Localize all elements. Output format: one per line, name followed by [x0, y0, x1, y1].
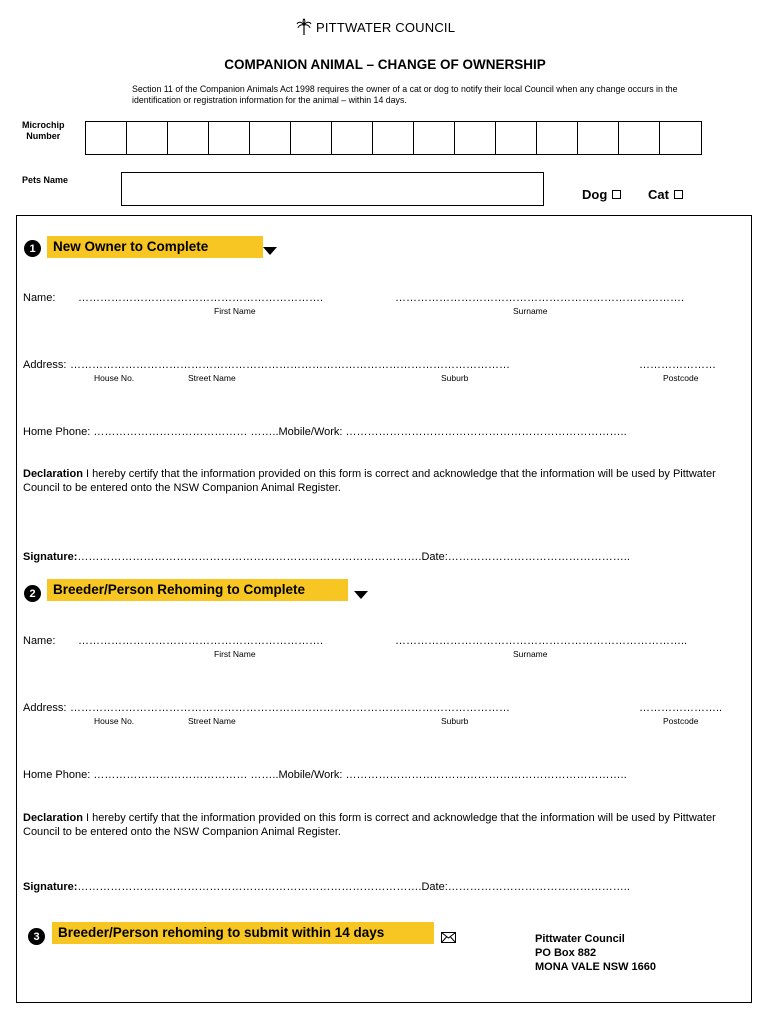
- microchip-digit-cell[interactable]: [250, 122, 291, 154]
- microchip-digit-cell[interactable]: [86, 122, 127, 154]
- microchip-digit-cell[interactable]: [168, 122, 209, 154]
- microchip-input[interactable]: [85, 121, 702, 155]
- surname-caption: Surname: [513, 306, 548, 316]
- pets-name-field[interactable]: [121, 172, 544, 206]
- first-name-caption: First Name: [214, 649, 256, 659]
- postal-address: Pittwater Council PO Box 882 MONA VALE NSW 1660: [535, 933, 657, 973]
- new-owner-name-label: Name:: [23, 292, 56, 304]
- breeder-date-field[interactable]: …………………………………………..: [447, 881, 630, 893]
- breeder-surname-field[interactable]: ……………………………………………………………………..: [395, 635, 688, 647]
- new-owner-address-field[interactable]: …………………………………………………………………………………………………………: [70, 359, 510, 371]
- microchip-digit-cell[interactable]: [127, 122, 168, 154]
- arrow-down-icon: [354, 591, 368, 599]
- microchip-digit-cell[interactable]: [209, 122, 250, 154]
- section-1-number: 1: [24, 240, 41, 257]
- section-3-heading: Breeder/Person rehoming to submit within 14 days: [52, 922, 434, 944]
- street-name-caption: Street Name: [188, 373, 236, 383]
- new-owner-home-phone-field[interactable]: …………………………………… ……..: [93, 426, 279, 438]
- section-2-heading: Breeder/Person Rehoming to Complete: [47, 579, 348, 601]
- dog-checkbox[interactable]: [612, 190, 621, 199]
- microchip-digit-cell[interactable]: [578, 122, 619, 154]
- postcode-caption: Postcode: [663, 716, 699, 726]
- cat-option[interactable]: Cat: [648, 187, 683, 202]
- arrow-down-icon: [263, 247, 277, 255]
- microchip-digit-cell[interactable]: [373, 122, 414, 154]
- breeder-signature-field[interactable]: ………………………………………………………………………………….: [77, 881, 422, 893]
- new-owner-postcode-field[interactable]: …………………: [639, 359, 716, 371]
- new-owner-first-name-field[interactable]: ………………………………………………………….: [78, 292, 324, 304]
- microchip-digit-cell[interactable]: [537, 122, 578, 154]
- postcode-caption: Postcode: [663, 373, 699, 383]
- microchip-digit-cell[interactable]: [455, 122, 496, 154]
- breeder-signature-row: Signature:………………………………………………………………………………….Date:…………………………………………..: [23, 881, 630, 893]
- envelope-icon: [441, 932, 456, 943]
- house-no-caption: House No.: [94, 373, 135, 383]
- house-no-caption: House No.: [94, 716, 135, 726]
- council-logo: [296, 18, 455, 36]
- microchip-digit-cell[interactable]: [660, 122, 701, 154]
- intro-text: Section 11 of the Companion Animals Act 1998 requires the owner of a cat or dog to notify their local Council when any change occurs in the identification or registration information for the animal – within 14 days.: [132, 84, 678, 105]
- breeder-name-label: Name:: [23, 635, 56, 647]
- suburb-caption: Suburb: [441, 373, 469, 383]
- microchip-digit-cell[interactable]: [496, 122, 537, 154]
- microchip-digit-cell[interactable]: [332, 122, 373, 154]
- council-name: PITTWATER COUNCIL: [316, 19, 456, 35]
- breeder-address-label: Address:: [23, 702, 67, 714]
- breeder-postcode-field[interactable]: …………………..: [639, 702, 723, 714]
- microchip-label: Microchip Number: [22, 120, 65, 141]
- surname-caption: Surname: [513, 649, 548, 659]
- breeder-mobile-field[interactable]: …………………………………………………………………..: [345, 769, 627, 781]
- microchip-digit-cell[interactable]: [619, 122, 660, 154]
- cat-checkbox[interactable]: [674, 190, 683, 199]
- street-name-caption: Street Name: [188, 716, 236, 726]
- new-owner-address-label: Address:: [23, 359, 67, 371]
- dog-option[interactable]: Dog: [582, 187, 621, 202]
- microchip-digit-cell[interactable]: [291, 122, 332, 154]
- section-2-number: 2: [24, 585, 41, 602]
- section-3-number: 3: [28, 928, 45, 945]
- new-owner-signature-row: Signature:………………………………………………………………………………….Date:…………………………………………..: [23, 551, 630, 563]
- pets-name-label: Pets Name: [22, 175, 69, 185]
- new-owner-date-field[interactable]: …………………………………………..: [447, 551, 630, 563]
- new-owner-surname-field[interactable]: …………………………………………………………………….: [395, 292, 685, 304]
- new-owner-declaration: Declaration I hereby certify that the information provided on this form is correct and acknowledge that the information will be used by Pittwater Council to be entered onto the NSW Companion Animal Register.: [23, 468, 716, 494]
- microchip-digit-cell[interactable]: [414, 122, 455, 154]
- suburb-caption: Suburb: [441, 716, 469, 726]
- new-owner-mobile-field[interactable]: …………………………………………………………………..: [345, 426, 627, 438]
- breeder-declaration: Declaration I hereby certify that the information provided on this form is correct and acknowledge that the information will be used by Pittwater Council to be entered onto the NSW Companion Animal Register.: [23, 812, 716, 838]
- breeder-phone-row: Home Phone: …………………………………… ……..Mobile/Work: …………………………………………………………………..: [23, 769, 627, 781]
- first-name-caption: First Name: [214, 306, 256, 316]
- new-owner-signature-field[interactable]: ………………………………………………………………………………….: [77, 551, 422, 563]
- breeder-home-phone-field[interactable]: …………………………………… ……..: [93, 769, 279, 781]
- new-owner-phone-row: Home Phone: …………………………………… ……..Mobile/Work: …………………………………………………………………..: [23, 426, 627, 438]
- palm-tree-icon: [296, 18, 312, 36]
- section-1-heading: New Owner to Complete: [47, 236, 263, 258]
- breeder-first-name-field[interactable]: ………………………………………………………….: [78, 635, 324, 647]
- breeder-address-field[interactable]: …………………………………………………………………………………………………………: [70, 702, 510, 714]
- form-title: COMPANION ANIMAL – CHANGE OF OWNERSHIP: [224, 57, 546, 72]
